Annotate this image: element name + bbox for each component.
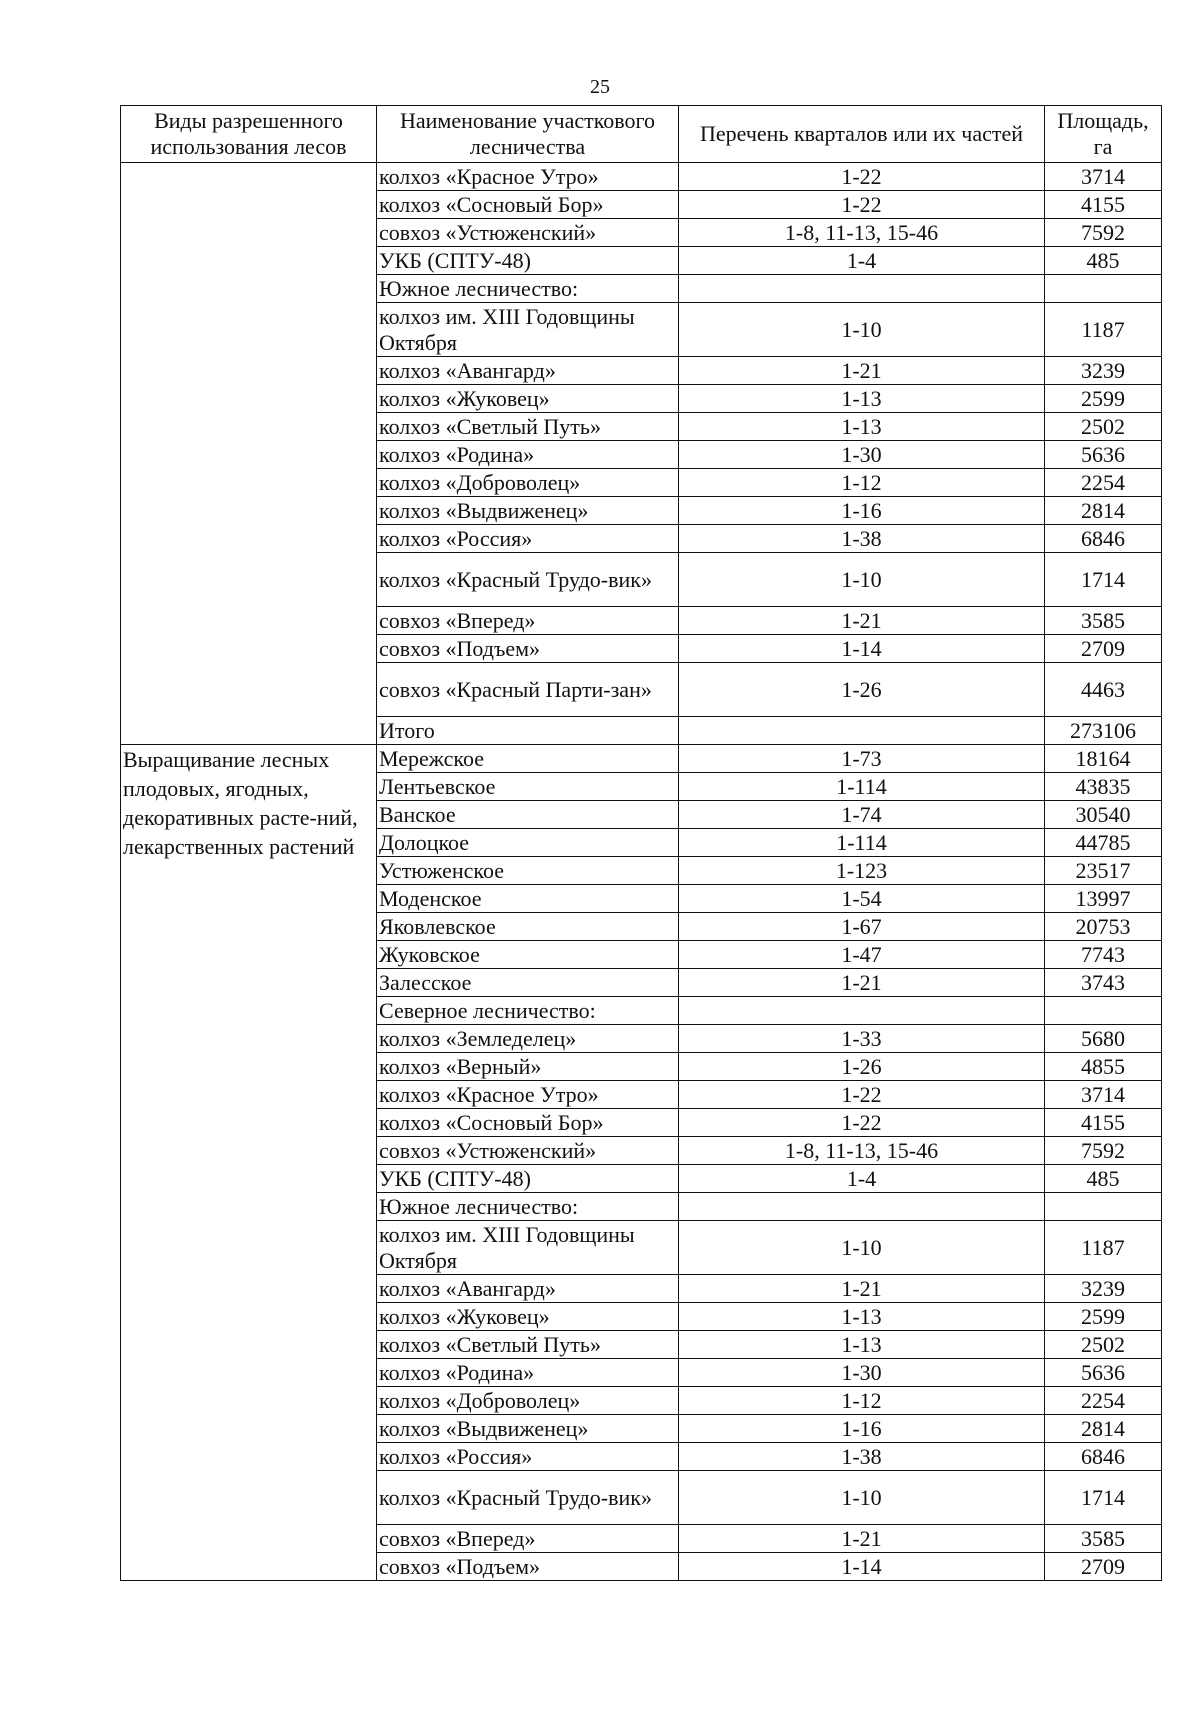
area-cell: 2502 [1045, 413, 1162, 441]
quarters-cell: 1-47 [679, 941, 1045, 969]
quarters-cell: 1-30 [679, 1359, 1045, 1387]
header-quarters: Перечень кварталов или их частей [679, 106, 1045, 163]
forestry-name-cell: колхоз «Авангард» [377, 1275, 679, 1303]
forestry-name-cell: Моденское [377, 885, 679, 913]
forestry-name-cell: Южное лесничество: [377, 275, 679, 303]
forestry-name-cell: Мережское [377, 745, 679, 773]
quarters-cell: 1-21 [679, 357, 1045, 385]
quarters-cell [679, 1193, 1045, 1221]
area-cell: 4463 [1045, 663, 1162, 717]
quarters-cell: 1-21 [679, 1525, 1045, 1553]
forestry-name-cell: колхоз «Красный Трудо-вик» [377, 553, 679, 607]
area-cell: 4855 [1045, 1053, 1162, 1081]
header-forestry-name: Наименование участкового лесничества [377, 106, 679, 163]
quarters-cell: 1-8, 11-13, 15-46 [679, 1137, 1045, 1165]
area-cell: 7592 [1045, 219, 1162, 247]
quarters-cell: 1-38 [679, 1443, 1045, 1471]
forestry-name-cell: колхоз «Жуковец» [377, 1303, 679, 1331]
group1-body [121, 163, 1162, 745]
quarters-cell [679, 275, 1045, 303]
area-cell: 30540 [1045, 801, 1162, 829]
area-cell: 2599 [1045, 385, 1162, 413]
area-cell: 3743 [1045, 969, 1162, 997]
quarters-cell: 1-16 [679, 497, 1045, 525]
forestry-name-cell: Южное лесничество: [377, 1193, 679, 1221]
use-type-cell: Выращивание лесных плодовых, ягодных, декоративных расте-ний, лекарственных растений [121, 745, 377, 1581]
quarters-cell: 1-21 [679, 607, 1045, 635]
quarters-cell: 1-114 [679, 773, 1045, 801]
quarters-cell: 1-13 [679, 413, 1045, 441]
forestry-name-cell: УКБ (СПТУ-48) [377, 247, 679, 275]
quarters-cell: 1-21 [679, 1275, 1045, 1303]
quarters-cell: 1-13 [679, 1331, 1045, 1359]
forest-use-table [120, 105, 1162, 1581]
quarters-cell: 1-4 [679, 247, 1045, 275]
area-cell: 44785 [1045, 829, 1162, 857]
forestry-name-cell: Яковлевское [377, 913, 679, 941]
area-cell: 2599 [1045, 1303, 1162, 1331]
quarters-cell: 1-12 [679, 1387, 1045, 1415]
area-cell: 2709 [1045, 635, 1162, 663]
quarters-cell [679, 717, 1045, 745]
forestry-name-cell: колхоз «Авангард» [377, 357, 679, 385]
quarters-cell: 1-12 [679, 469, 1045, 497]
forestry-name-cell: колхоз «Россия» [377, 525, 679, 553]
forestry-name-cell: совхоз «Красный Парти-зан» [377, 663, 679, 717]
forestry-name-cell: совхоз «Подъем» [377, 635, 679, 663]
forestry-name-cell: совхоз «Вперед» [377, 607, 679, 635]
area-cell: 7592 [1045, 1137, 1162, 1165]
forestry-name-cell: колхоз «Доброволец» [377, 1387, 679, 1415]
forestry-name-cell: УКБ (СПТУ-48) [377, 1165, 679, 1193]
forestry-name-cell: совхоз «Устюженский» [377, 219, 679, 247]
forestry-name-cell: Ванское [377, 801, 679, 829]
forestry-name-cell: колхоз «Сосновый Бор» [377, 191, 679, 219]
quarters-cell: 1-33 [679, 1025, 1045, 1053]
quarters-cell: 1-74 [679, 801, 1045, 829]
area-cell: 2814 [1045, 497, 1162, 525]
area-cell: 5636 [1045, 1359, 1162, 1387]
area-cell: 5680 [1045, 1025, 1162, 1053]
forestry-name-cell: Долоцкое [377, 829, 679, 857]
quarters-cell: 1-10 [679, 1471, 1045, 1525]
quarters-cell: 1-14 [679, 635, 1045, 663]
use-type-cell [121, 163, 377, 745]
area-cell [1045, 1193, 1162, 1221]
quarters-cell: 1-16 [679, 1415, 1045, 1443]
header-area: Площадь, га [1045, 106, 1162, 163]
forestry-name-cell: Устюженское [377, 857, 679, 885]
forestry-name-cell: Залесское [377, 969, 679, 997]
area-cell [1045, 997, 1162, 1025]
area-cell: 13997 [1045, 885, 1162, 913]
area-cell: 23517 [1045, 857, 1162, 885]
area-cell: 43835 [1045, 773, 1162, 801]
forestry-name-cell: колхоз «Красное Утро» [377, 163, 679, 191]
quarters-cell: 1-10 [679, 553, 1045, 607]
area-cell: 3239 [1045, 357, 1162, 385]
area-cell: 1714 [1045, 1471, 1162, 1525]
page-number: 25 [590, 76, 610, 98]
forestry-name-cell: колхоз «Красный Трудо-вик» [377, 1471, 679, 1525]
area-cell: 3585 [1045, 1525, 1162, 1553]
forestry-name-cell: колхоз «Сосновый Бор» [377, 1109, 679, 1137]
area-cell: 6846 [1045, 1443, 1162, 1471]
forestry-name-cell: Итого [377, 717, 679, 745]
forestry-name-cell: колхоз «Выдвиженец» [377, 1415, 679, 1443]
area-cell: 2254 [1045, 469, 1162, 497]
quarters-cell: 1-10 [679, 303, 1045, 357]
forestry-name-cell: колхоз «Выдвиженец» [377, 497, 679, 525]
area-cell: 273106 [1045, 717, 1162, 745]
area-cell: 4155 [1045, 1109, 1162, 1137]
area-cell: 2709 [1045, 1553, 1162, 1581]
forestry-name-cell: совхоз «Вперед» [377, 1525, 679, 1553]
area-cell: 3714 [1045, 1081, 1162, 1109]
area-cell: 6846 [1045, 525, 1162, 553]
forestry-name-cell: Северное лесничество: [377, 997, 679, 1025]
quarters-cell: 1-22 [679, 1081, 1045, 1109]
area-cell: 1187 [1045, 303, 1162, 357]
area-cell: 5636 [1045, 441, 1162, 469]
forestry-name-cell: колхоз им. XIII Годовщины Октября [377, 1221, 679, 1275]
area-cell: 1187 [1045, 1221, 1162, 1275]
forestry-name-cell: колхоз «Жуковец» [377, 385, 679, 413]
quarters-cell: 1-13 [679, 1303, 1045, 1331]
area-cell: 18164 [1045, 745, 1162, 773]
quarters-cell: 1-26 [679, 1053, 1045, 1081]
quarters-cell: 1-123 [679, 857, 1045, 885]
forestry-name-cell: колхоз «Светлый Путь» [377, 1331, 679, 1359]
quarters-cell: 1-114 [679, 829, 1045, 857]
forestry-name-cell: колхоз «Доброволец» [377, 469, 679, 497]
quarters-cell: 1-22 [679, 191, 1045, 219]
area-cell [1045, 275, 1162, 303]
area-cell: 3585 [1045, 607, 1162, 635]
table-row [121, 163, 1162, 191]
forestry-name-cell: колхоз «Верный» [377, 1053, 679, 1081]
quarters-cell: 1-21 [679, 969, 1045, 997]
forestry-name-cell: колхоз им. XIII Годовщины Октября [377, 303, 679, 357]
quarters-cell: 1-4 [679, 1165, 1045, 1193]
forestry-name-cell: Жуковское [377, 941, 679, 969]
quarters-cell: 1-8, 11-13, 15-46 [679, 219, 1045, 247]
forestry-name-cell: колхоз «Земледелец» [377, 1025, 679, 1053]
quarters-cell: 1-13 [679, 385, 1045, 413]
area-cell: 2814 [1045, 1415, 1162, 1443]
area-cell: 1714 [1045, 553, 1162, 607]
area-cell: 3239 [1045, 1275, 1162, 1303]
area-cell: 3714 [1045, 163, 1162, 191]
group2-body [121, 745, 1162, 1581]
table-header [121, 106, 1162, 163]
header-row [121, 106, 1162, 163]
quarters-cell: 1-26 [679, 663, 1045, 717]
quarters-cell: 1-38 [679, 525, 1045, 553]
forestry-name-cell: колхоз «Родина» [377, 1359, 679, 1387]
quarters-cell: 1-67 [679, 913, 1045, 941]
forestry-name-cell: колхоз «Россия» [377, 1443, 679, 1471]
forestry-name-cell: совхоз «Устюженский» [377, 1137, 679, 1165]
quarters-cell: 1-22 [679, 163, 1045, 191]
quarters-cell: 1-73 [679, 745, 1045, 773]
area-cell: 7743 [1045, 941, 1162, 969]
area-cell: 4155 [1045, 191, 1162, 219]
quarters-cell: 1-54 [679, 885, 1045, 913]
quarters-cell [679, 997, 1045, 1025]
forestry-name-cell: совхоз «Подъем» [377, 1553, 679, 1581]
forestry-name-cell: колхоз «Светлый Путь» [377, 413, 679, 441]
header-use-type: Виды разрешенного использования лесов [121, 106, 377, 163]
area-cell: 485 [1045, 1165, 1162, 1193]
quarters-cell: 1-10 [679, 1221, 1045, 1275]
quarters-cell: 1-22 [679, 1109, 1045, 1137]
forestry-name-cell: колхоз «Родина» [377, 441, 679, 469]
table-row [121, 745, 1162, 773]
forestry-name-cell: колхоз «Красное Утро» [377, 1081, 679, 1109]
area-cell: 2254 [1045, 1387, 1162, 1415]
area-cell: 20753 [1045, 913, 1162, 941]
area-cell: 485 [1045, 247, 1162, 275]
area-cell: 2502 [1045, 1331, 1162, 1359]
forestry-name-cell: Лентьевское [377, 773, 679, 801]
quarters-cell: 1-14 [679, 1553, 1045, 1581]
quarters-cell: 1-30 [679, 441, 1045, 469]
